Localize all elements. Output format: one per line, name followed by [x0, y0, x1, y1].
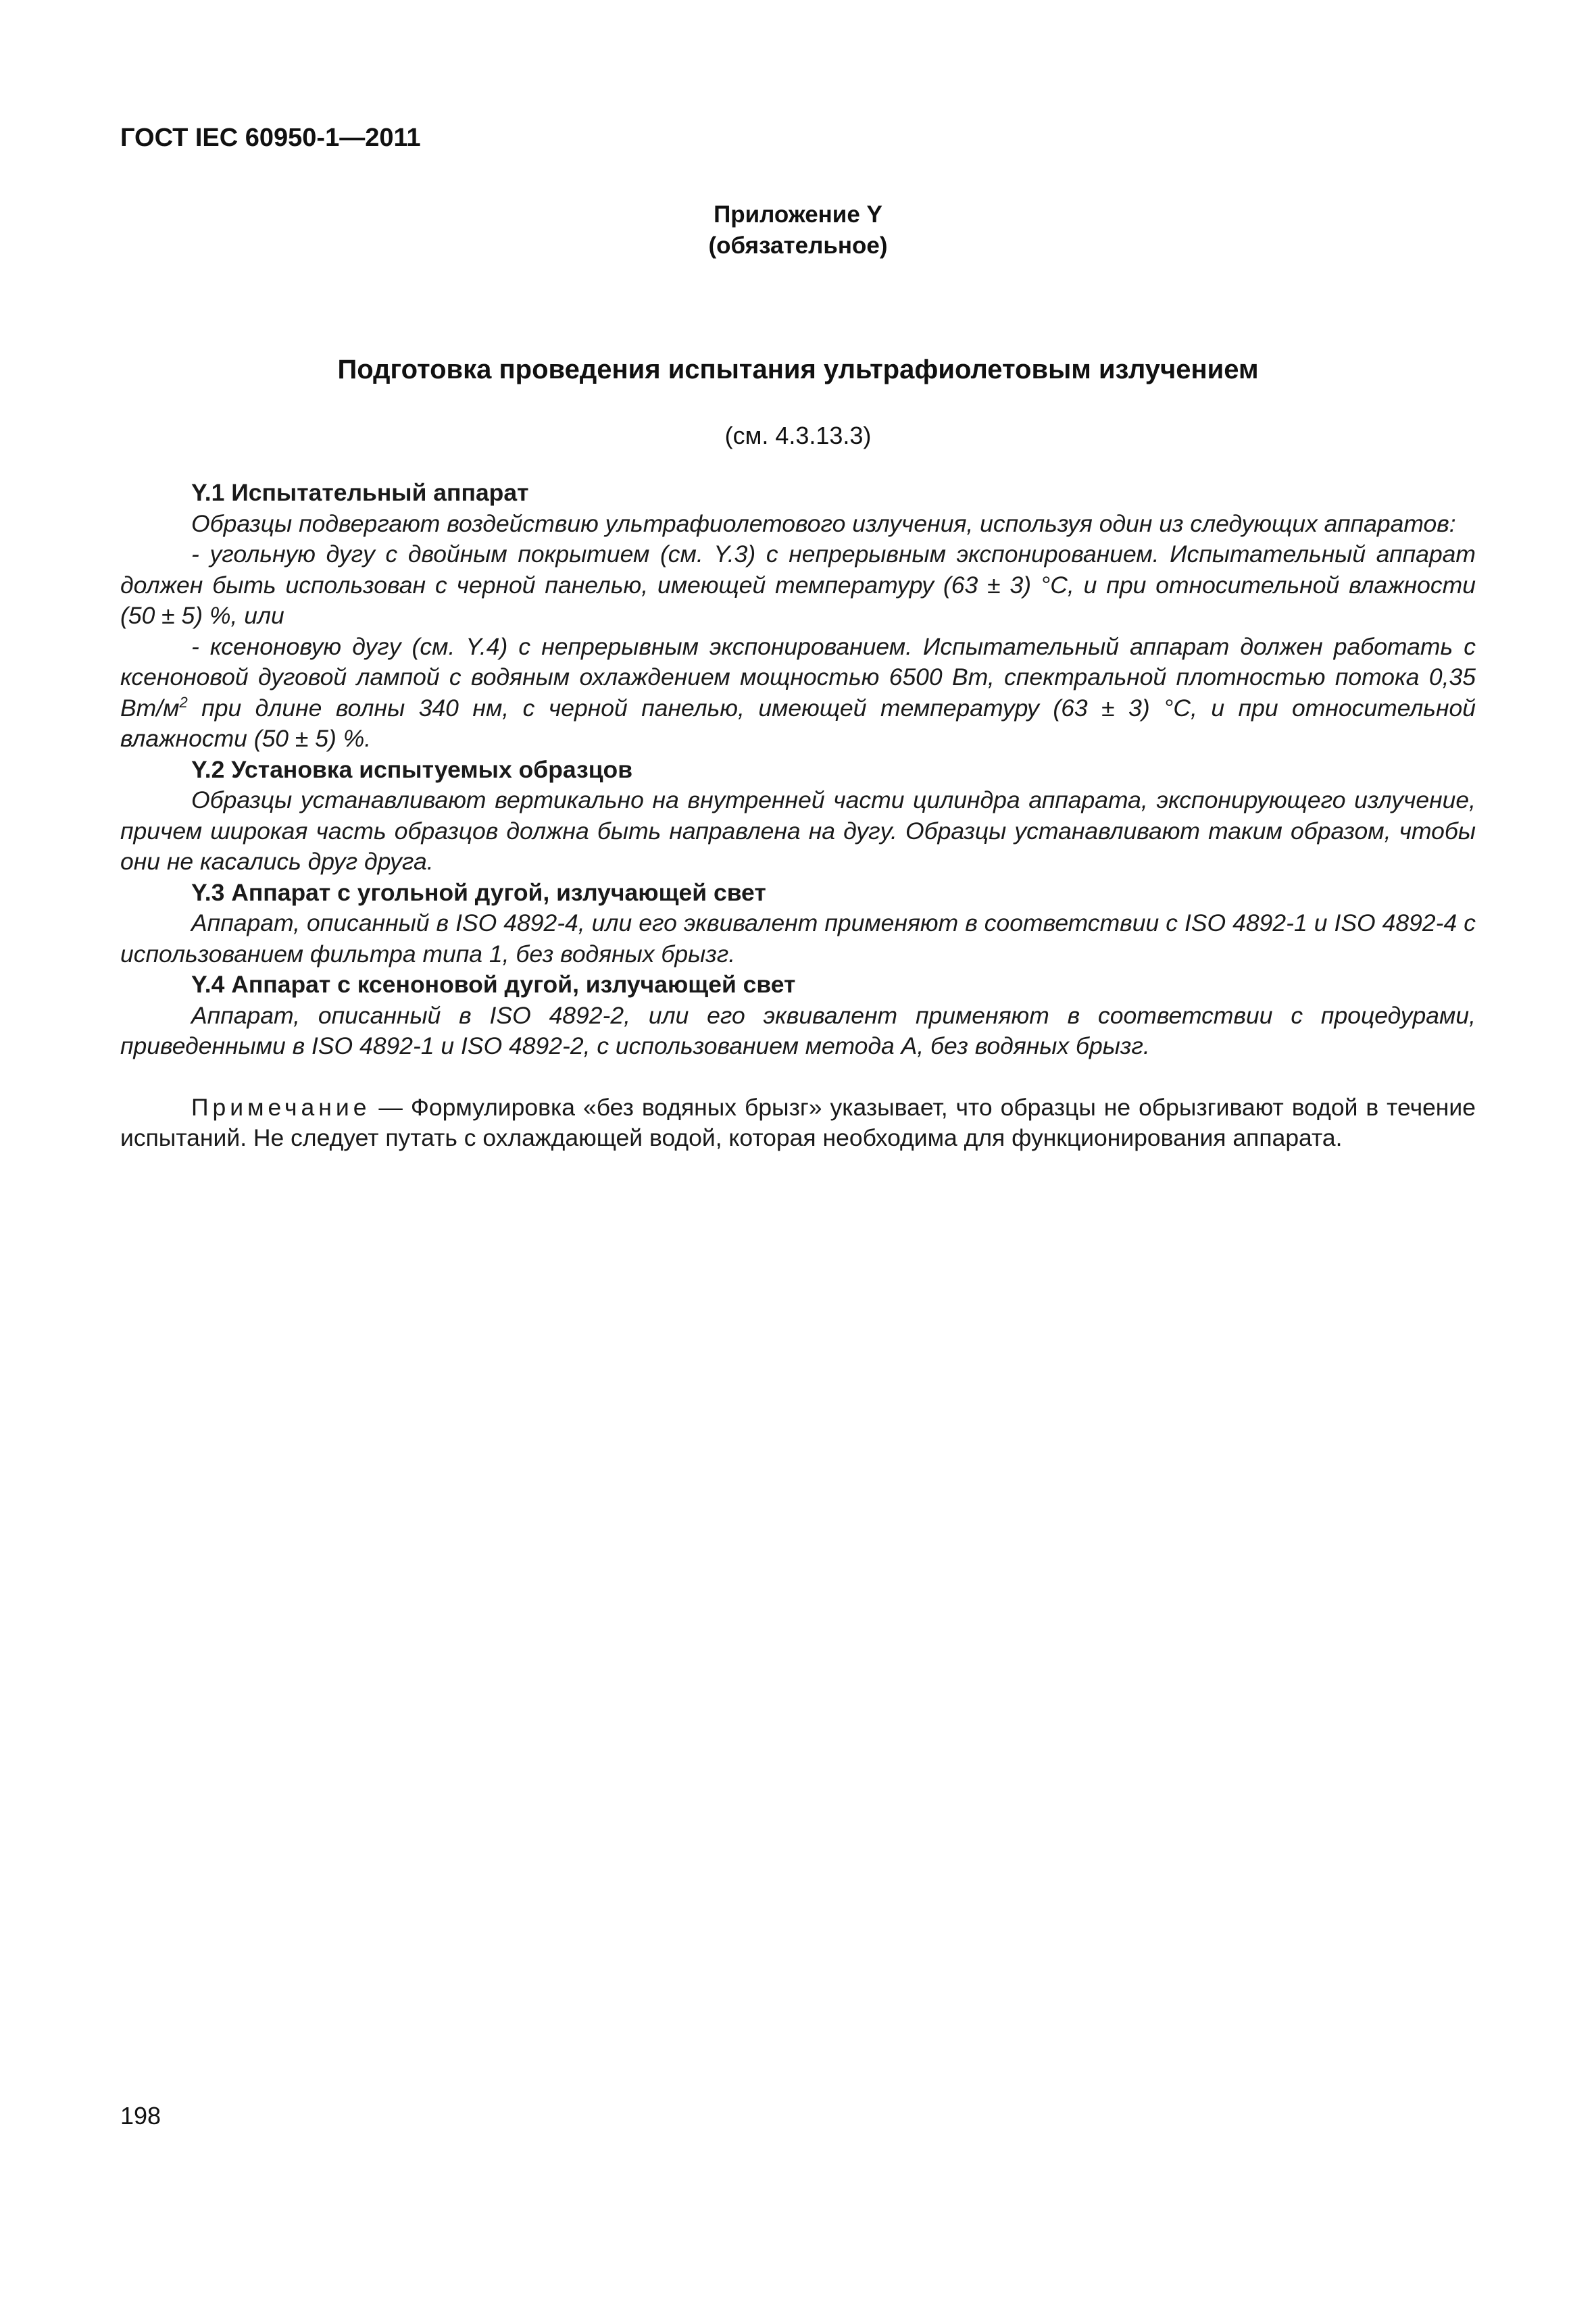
section-y1-item-2: [120, 632, 1476, 755]
section-heading-y2: Y.2 Установка испытуемых образцов: [191, 755, 633, 783]
section-y3-text: Аппарат, описанный в ISO 4892-4, или его эквивалент применяют в соответствии с ISO 4892-1 и ISO 4892-4 с использованием фильтра типа 1, без водяных брызг.: [120, 909, 1476, 967]
note-text: — Формулировка «без водяных брызг» указывает, что образцы не обрызгивают водой в течение испытаний. Не следует путать с охлаждающей водой, которая необходима для функционирования аппарата.: [120, 1093, 1476, 1151]
annex-title: Приложение Y: [714, 201, 882, 228]
cross-reference: (см. 4.3.13.3): [724, 422, 872, 449]
section-heading-y3: Y.3 Аппарат с угольной дугой, излучающей свет: [191, 878, 766, 906]
section-y1-item-2-text-a: - ксеноновую дугу (см. Y.4) с непрерывным экспонированием. Испытательный аппарат должен работать с ксеноновой дуговой лампой с водяным охлаждением мощностью 6500 Вт, спектральной плотностью потока 0,35 Вт/м: [120, 632, 1476, 722]
page-number: 198: [120, 2102, 161, 2130]
section-y1-item-1: - угольную дугу с двойным покрытием (см. Y.3) с непрерывным экспонированием. Испытательный аппарат должен быть использован с черной панелью, имеющей температуру (63 ± 3) °С, и при относительной влажности (50 ± 5) %, или: [120, 540, 1476, 629]
note-label: Примечание: [191, 1093, 371, 1121]
document-body: [120, 478, 1476, 1154]
note-paragraph: [120, 1092, 1476, 1154]
annex-status: (обязательное): [708, 232, 888, 259]
section-y2-text: Образцы устанавливают вертикально на внутренней части цилиндра аппарата, экспонирующего излучение, причем широкая часть образцов должна быть направлена на дугу. Образцы устанавливают таким образом, чтобы они не касались друг друга.: [120, 786, 1476, 875]
section-y1-item-2-text-b: при длине волны 340 нм, с черной панелью, имеющей температуру (63 ± 3) °С, и при относительной влажности (50 ± 5) %.: [120, 694, 1476, 752]
section-y4-text: Аппарат, описанный в ISO 4892-2, или его эквивалент применяют в соответствии с процедурами, приведенными в ISO 4892-1 и ISO 4892-2, с использованием метода А, без водяных брызг.: [120, 1001, 1476, 1059]
document-code: ГОСТ IEC 60950-1—2011: [120, 124, 421, 152]
section-heading-y4: Y.4 Аппарат с ксеноновой дугой, излучающей свет: [191, 971, 796, 998]
annex-heading: Подготовка проведения испытания ультрафиолетовым излучением: [337, 355, 1259, 384]
superscript-2: 2: [179, 693, 188, 711]
section-y1-intro: Образцы подвергают воздействию ультрафиолетового излучения, используя один из следующих аппаратов:: [191, 509, 1456, 537]
section-heading-y1: Y.1 Испытательный аппарат: [191, 479, 529, 506]
